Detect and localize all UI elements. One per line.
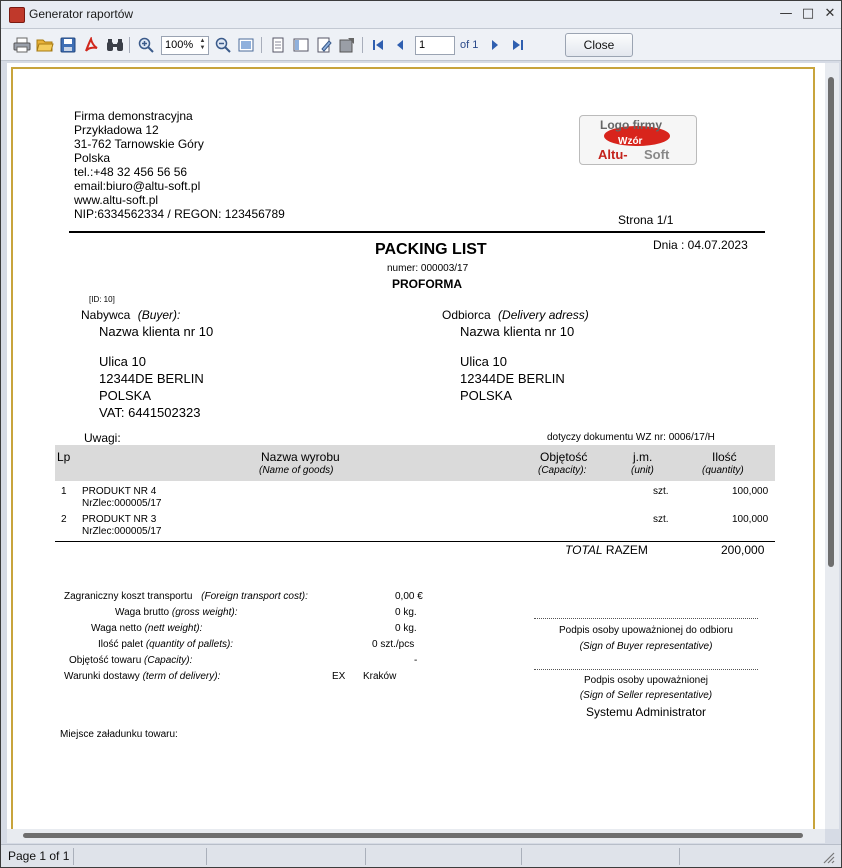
company-country: Polska [74, 151, 111, 165]
total-label-pl: RAZEM [605, 543, 648, 557]
company-name: Firma demonstracyjna [74, 109, 193, 123]
transport-cost-label [64, 591, 308, 603]
page-number-value: 1 [419, 39, 426, 51]
status-page: Page 1 of 1 [8, 849, 70, 863]
col-qty: Ilość [712, 450, 737, 464]
page-indicator: Strona 1/1 [618, 213, 674, 227]
buyer-label [81, 308, 180, 322]
company-email: email:biuro@altu-soft.pl [74, 179, 201, 193]
row-lp: 2 [61, 514, 67, 525]
zoom-out-icon[interactable] [213, 35, 233, 55]
col-unit: j.m. [633, 450, 653, 464]
document-date: Dnia : 04.07.2023 [653, 238, 748, 252]
title-bar[interactable] [1, 1, 841, 29]
delivery-terms-en: (term of delivery): [142, 671, 221, 682]
company-phone: tel.:+48 32 456 56 56 [74, 165, 188, 179]
print-icon[interactable] [12, 35, 32, 55]
seller-signature-label-en: (Sign of Seller representative) [579, 690, 713, 701]
row-order: NrZlec:000005/17 [82, 498, 162, 509]
row-unit: szt. [653, 514, 669, 525]
toolbar [1, 29, 841, 61]
pallets-value: 0 szt./pcs [372, 639, 415, 650]
pallets-label [98, 639, 233, 651]
col-capacity-en: (Capacity): [538, 465, 587, 476]
seller-signature-label: Podpis osoby upoważnionej [584, 675, 708, 686]
horizontal-scroll-thumb[interactable] [23, 833, 803, 838]
status-divider [73, 848, 74, 865]
page-count-label: of 1 [460, 39, 479, 51]
status-divider [679, 848, 680, 865]
delivery-label-en: (Delivery adress) [498, 308, 589, 322]
remarks-label: Uwagi: [84, 431, 121, 445]
app-icon [9, 7, 25, 23]
find-icon[interactable] [105, 35, 125, 55]
delivery-terms-code: EX [332, 671, 346, 682]
report-page [11, 67, 815, 829]
row-lp: 1 [61, 486, 67, 497]
delivery-label [442, 308, 589, 322]
status-divider [206, 848, 207, 865]
delivery-street: Ulica 10 [460, 354, 507, 369]
total-label-it: TOTAL [565, 543, 603, 557]
full-page-icon[interactable] [236, 35, 256, 55]
delivery-terms-pl: Warunki dostawy [64, 671, 140, 682]
row-order: NrZlec:000005/17 [82, 526, 162, 537]
page-number-input[interactable] [415, 36, 455, 55]
row-product: PRODUKT NR 4 [82, 486, 157, 497]
volume-pl: Objętość towaru [69, 655, 142, 666]
logo-brand-grey: Soft [644, 147, 670, 162]
net-weight-pl: Waga netto [91, 623, 142, 634]
buyer-vat: VAT: 6441502323 [99, 405, 201, 420]
gross-weight-pl: Waga brutto [115, 607, 170, 618]
net-weight-en: (nett weight): [144, 623, 203, 634]
vertical-scroll-thumb[interactable] [828, 77, 834, 567]
seller-name: Systemu Administrator [585, 705, 707, 719]
delivery-country: POLSKA [460, 388, 513, 403]
logo-subtext: Wzór [618, 136, 643, 147]
company-nip: NIP:6334562334 / REGON: 123456789 [74, 207, 285, 221]
volume-label [69, 655, 192, 667]
buyer-street: Ulica 10 [99, 354, 146, 369]
previous-page-icon[interactable] [390, 35, 410, 55]
company-city: 31-762 Tarnowskie Góry [74, 137, 204, 151]
page-setup-icon[interactable] [337, 35, 357, 55]
last-page-icon[interactable] [508, 35, 528, 55]
col-unit-en: (unit) [631, 465, 654, 476]
transport-cost-en: (Foreign transport cost): [201, 591, 308, 602]
col-name-en: (Name of goods) [259, 465, 334, 476]
document-title: PACKING LIST [375, 241, 487, 258]
open-icon[interactable] [35, 35, 55, 55]
zoom-spinner-icon[interactable]: ▲ ▼ [199, 38, 206, 51]
delivery-name: Nazwa klienta nr 10 [460, 324, 575, 339]
document-number: numer: 000003/17 [387, 263, 469, 274]
total-label [565, 543, 648, 557]
company-www: www.altu-soft.pl [74, 193, 159, 207]
buyer-signature-line [534, 618, 758, 619]
logo-brand-red: Altu- [598, 147, 628, 162]
single-page-icon[interactable] [268, 35, 288, 55]
volume-value: - [414, 655, 418, 666]
zoom-value: 100% [165, 39, 194, 51]
toolbar-separator [261, 37, 262, 53]
col-lp: Lp [57, 450, 71, 464]
first-page-icon[interactable] [368, 35, 388, 55]
col-capacity: Objętość [540, 450, 588, 464]
wz-reference: dotyczy dokumentu WZ nr: 0006/17/H [547, 432, 715, 443]
row-qty: 100,000 [732, 514, 769, 525]
client-id: [ID: 10] [89, 295, 115, 304]
zoom-in-icon[interactable] [136, 35, 156, 55]
report-viewport[interactable] [7, 63, 825, 829]
delivery-terms-place: Kraków [363, 671, 397, 682]
maximize-icon[interactable]: □ [801, 6, 815, 21]
pallets-en: (quantity of pallets): [145, 639, 234, 650]
transport-cost-value: 0,00 € [395, 591, 423, 602]
total-rule [55, 541, 775, 542]
company-street: Przykładowa 12 [74, 123, 159, 137]
gross-weight-value: 0 kg. [395, 607, 417, 618]
col-name: Nazwa wyrobu [261, 450, 340, 464]
pdf-icon[interactable] [81, 35, 101, 55]
zoom-input[interactable] [161, 36, 209, 55]
col-qty-en: (quantity) [702, 465, 744, 476]
buyer-name: Nazwa klienta nr 10 [99, 324, 214, 339]
status-divider [365, 848, 366, 865]
document-proforma: PROFORMA [392, 277, 462, 291]
gross-weight-en: (gross weight): [171, 607, 238, 618]
header-rule [69, 231, 765, 233]
volume-en: (Capacity): [144, 655, 193, 666]
resize-grip-icon[interactable] [823, 851, 835, 863]
close-button[interactable]: Close [565, 33, 633, 57]
table-header [55, 445, 775, 481]
vertical-scrollbar[interactable] [825, 63, 839, 829]
row-product: PRODUKT NR 3 [82, 514, 157, 525]
status-bar [1, 844, 841, 867]
seller-signature-line [534, 669, 758, 670]
buyer-city: 12344DE BERLIN [99, 371, 204, 386]
buyer-signature-label: Podpis osoby upoważnionej do odbioru [558, 625, 733, 636]
buyer-signature-label-en: (Sign of Buyer representative) [579, 641, 713, 652]
toolbar-separator [129, 37, 130, 53]
delivery-city: 12344DE BERLIN [460, 371, 565, 386]
transport-cost-pl: Zagraniczny koszt transportu [64, 591, 193, 602]
row-unit: szt. [653, 486, 669, 497]
net-weight-label [91, 623, 202, 635]
window-title: Generator raportów [29, 7, 134, 21]
close-window-icon[interactable]: ✕ [824, 6, 836, 21]
pallets-pl: Ilość palet [98, 639, 144, 650]
two-pages-icon[interactable] [291, 35, 311, 55]
buyer-label-pl: Nabywca [81, 308, 131, 322]
horizontal-scrollbar[interactable] [7, 829, 825, 843]
status-divider [521, 848, 522, 865]
row-qty: 100,000 [732, 486, 769, 497]
company-logo [579, 115, 697, 165]
gross-weight-label [115, 607, 237, 619]
net-weight-value: 0 kg. [395, 623, 417, 634]
buyer-label-en: (Buyer): [137, 308, 181, 322]
total-value: 200,000 [721, 543, 765, 557]
next-page-icon[interactable] [485, 35, 505, 55]
toolbar-separator [362, 37, 363, 53]
logo-text: Logo firmy [600, 118, 662, 132]
edit-page-icon[interactable] [314, 35, 334, 55]
minimize-icon[interactable]: — [779, 6, 793, 21]
save-icon[interactable] [58, 35, 78, 55]
buyer-country: POLSKA [99, 388, 152, 403]
delivery-label-pl: Odbiorca [442, 308, 491, 322]
delivery-terms-label [64, 671, 220, 683]
loading-place-label: Miejsce załadunku towaru: [60, 729, 178, 740]
